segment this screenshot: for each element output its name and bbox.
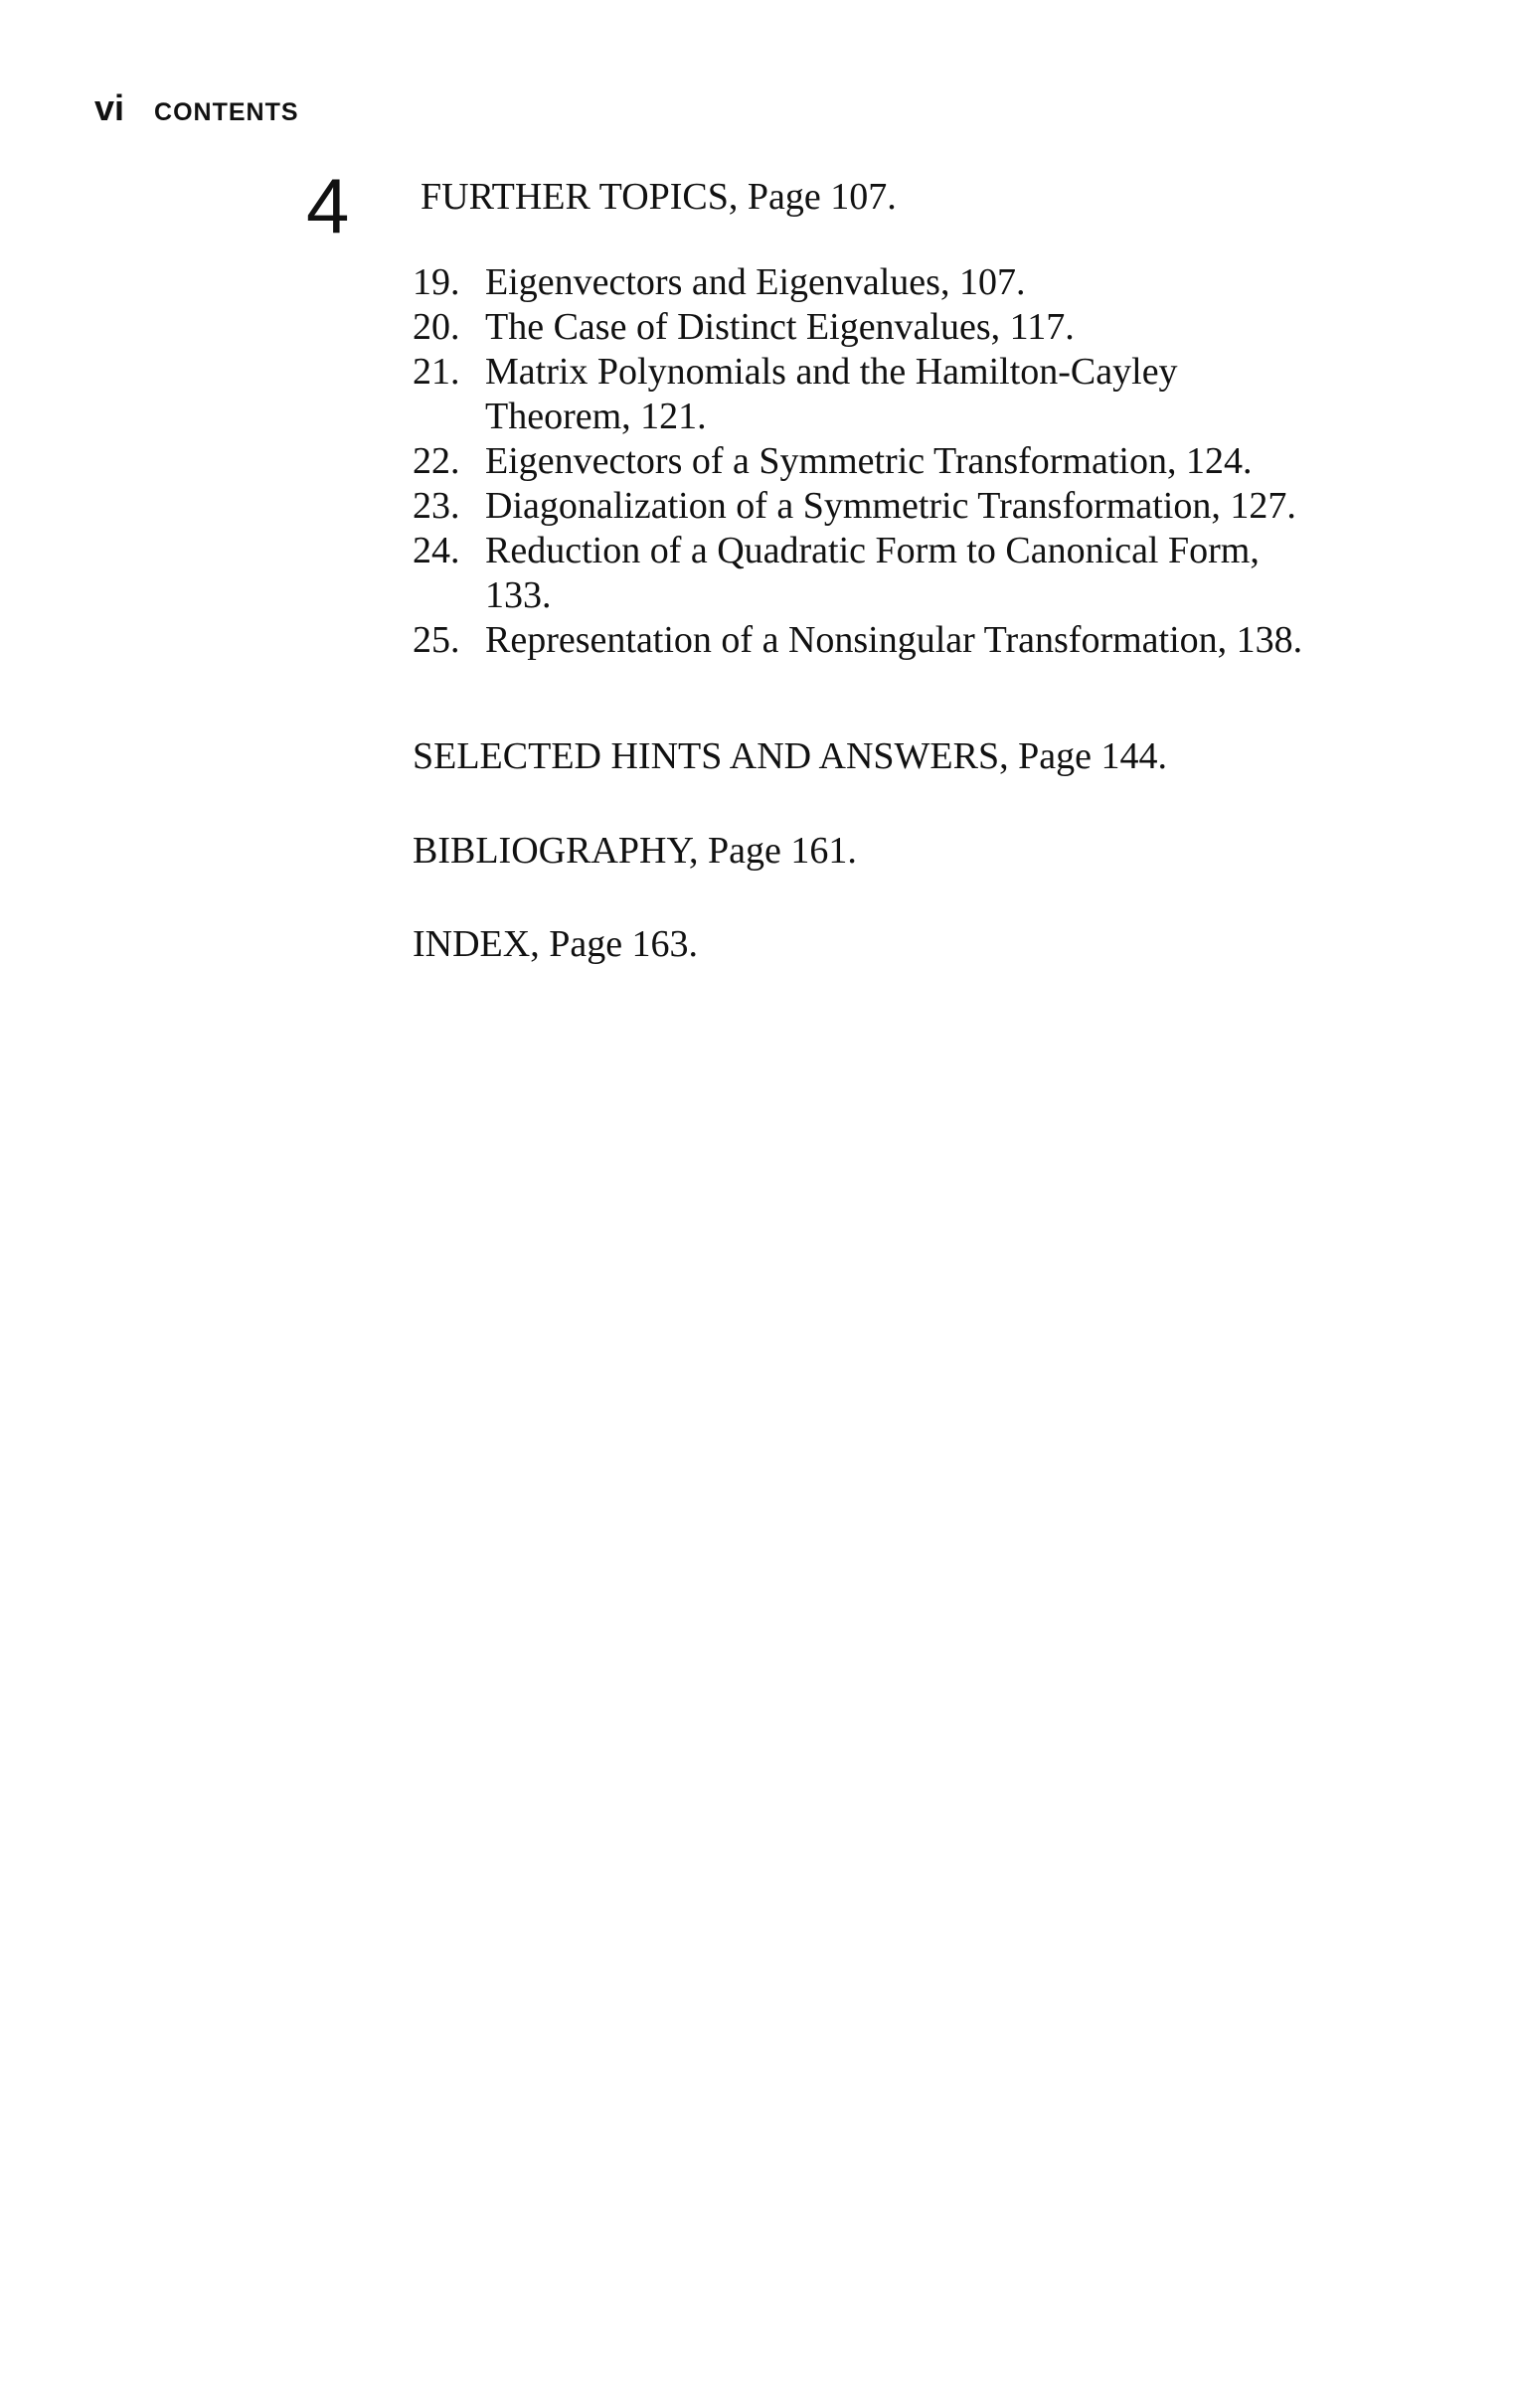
section-title: Eigenvectors of a Symmetric Transformation, 124. xyxy=(485,440,1253,482)
section-title: Diagonalization of a Symmetric Transformation, 127. xyxy=(485,485,1296,527)
section-entry-19 xyxy=(413,260,1407,305)
section-title: Representation of a Nonsingular Transformation, 138. xyxy=(485,619,1303,661)
section-entry-25 xyxy=(413,618,1407,663)
section-number: 21. xyxy=(413,351,460,393)
section-title: The Case of Distinct Eigenvalues, 117. xyxy=(485,306,1075,348)
section-list xyxy=(413,260,1407,663)
section-number: 24. xyxy=(413,530,460,571)
chapter-number: 4 xyxy=(306,162,350,249)
chapter-title: FURTHER TOPICS, Page 107. xyxy=(421,176,897,218)
section-entry-23 xyxy=(413,484,1407,529)
section-entry-24 xyxy=(413,529,1407,618)
section-title: Eigenvectors and Eigenvalues, 107. xyxy=(485,261,1026,303)
section-number: 22. xyxy=(413,440,460,482)
page-number: vi xyxy=(94,87,125,128)
section-number: 20. xyxy=(413,306,460,348)
section-entry-20 xyxy=(413,305,1407,350)
section-number: 25. xyxy=(413,619,460,661)
section-entry-22 xyxy=(413,439,1407,484)
section-title: Matrix Polynomials and the Hamilton-Cayley Theorem, 121. xyxy=(485,351,1178,437)
backmatter-hints-answers: SELECTED HINTS AND ANSWERS, Page 144. xyxy=(413,735,1167,777)
section-number: 23. xyxy=(413,485,460,527)
backmatter-bibliography: BIBLIOGRAPHY, Page 161. xyxy=(413,830,857,872)
section-entry-21 xyxy=(413,350,1407,439)
running-head: CONTENTS xyxy=(154,98,299,126)
section-number: 19. xyxy=(413,261,460,303)
backmatter-index: INDEX, Page 163. xyxy=(413,923,699,965)
section-title: Reduction of a Quadratic Form to Canonical Form, 133. xyxy=(485,530,1260,616)
page-header xyxy=(94,87,299,137)
